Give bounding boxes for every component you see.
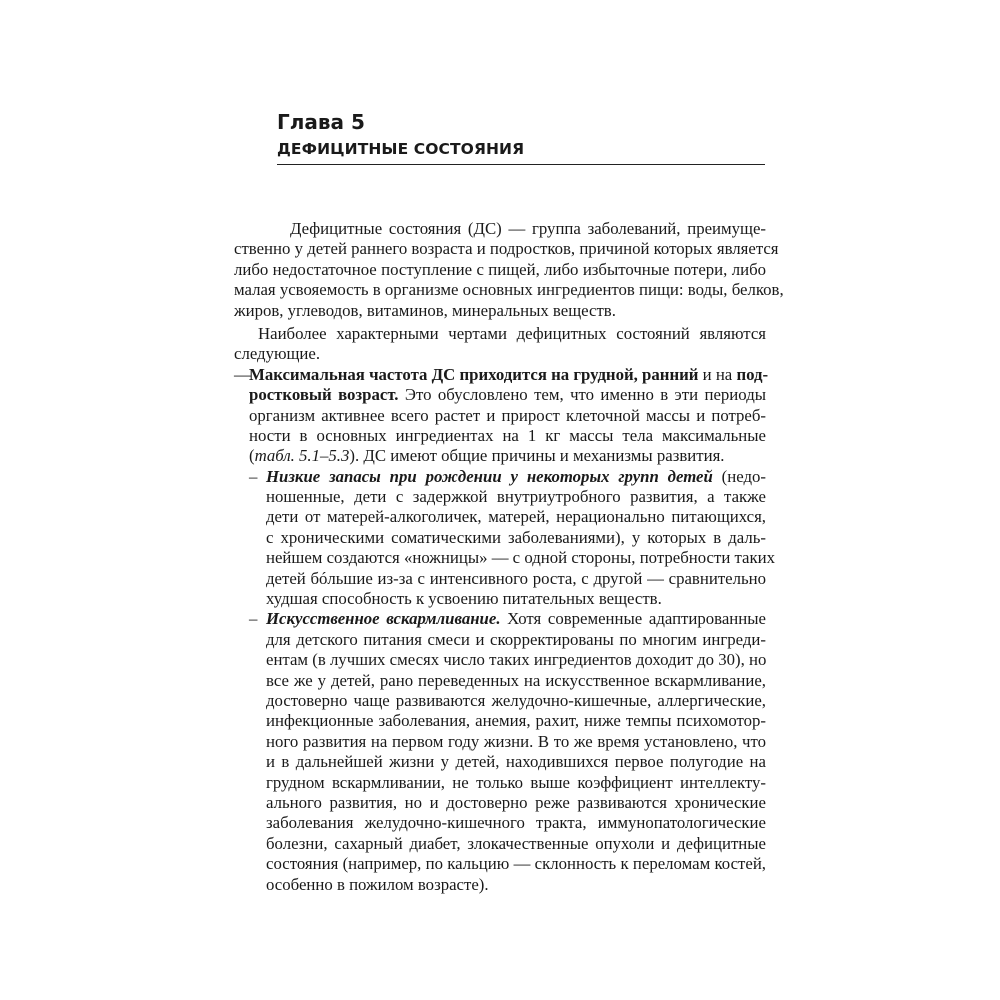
text-line: достоверно чаще развиваются желудочно-кишечные, аллергические, [266, 690, 766, 710]
text-line: болезни, сахарный диабет, злокачественные опухоли и дефицитные [266, 833, 766, 853]
text-line: ального развития, но и достоверно реже развиваются хронические [266, 792, 766, 812]
text-line: особенно в пожилом возрасте). [266, 874, 489, 894]
bold-phrase: Максимальная частота ДС приходится на грудной, ранний [249, 364, 699, 384]
text-line: заболевания желудочно-кишечного тракта, иммунопатологические [266, 813, 766, 833]
text-line: ентам (в лучших смесях число таких ингредиентов доходит до 30), но [266, 650, 767, 670]
text-line: Дефицитные состояния (ДС) — группа заболеваний, преимуще- [290, 219, 766, 238]
text-line: детей бóльшие из-за с интенсивного роста, с другой — сравнительно [266, 568, 766, 588]
table-reference: табл. 5.1–5.3 [254, 446, 350, 466]
plain-phrase: Это обусловлено тем, что именно в эти периоды [398, 385, 767, 405]
list-dash: – [249, 466, 258, 486]
text-line: ственно у детей раннего возраста и подростков, причиной которых является [234, 239, 779, 259]
text-line: для детского питания смеси и скорректированы по многим ингреди- [266, 629, 766, 649]
text-line [234, 609, 766, 629]
text-line: жиров, углеводов, витаминов, минеральных веществ. [234, 300, 616, 320]
text-line: и в дальнейшей жизни у детей, находившихся первое полугодие на [266, 752, 766, 772]
plain-phrase: (недо- [712, 466, 766, 486]
intro-paragraph [234, 219, 784, 321]
text-line: с хроническими соматическими заболеваниями), у которых в даль- [266, 527, 766, 547]
bold-phrase: под- [736, 364, 769, 384]
plain-phrase: ). ДС имеют общие причины и механизмы развития. [349, 446, 725, 466]
text-line: состояния (например, по кальцию — склонность к переломам костей, [266, 854, 766, 874]
text-line [234, 364, 769, 385]
sub-list-item [234, 609, 766, 894]
plain-phrase: и на [698, 364, 737, 384]
text-line [234, 446, 766, 466]
sub-list-item [234, 466, 776, 610]
text-line: малая усвояемость в организме основных ингредиентов пищи: воды, белков, [234, 280, 784, 300]
plain-phrase: ( [249, 446, 255, 466]
text-line: ности в основных ингредиентах на 1 кг массы тела максимальные [249, 425, 766, 445]
text-line: ношенные, дети с задержкой внутриутробного развития, а также [266, 487, 766, 507]
bold-italic-phrase: Низкие запасы при рождении у некоторых групп детей [266, 466, 713, 486]
text-line [234, 467, 766, 487]
text-line: нейшем создаются «ножницы» — с одной стороны, потребности таких [266, 548, 776, 568]
text-line: ного развития на первом году жизни. В то же время установлено, что [266, 731, 766, 751]
text-line: дети от матерей-алкоголичек, матерей, нерационально питающихся, [266, 507, 766, 527]
text-line: организм активнее всего растет и прирост клеточной массы и потреб- [249, 405, 766, 425]
text-line: грудном вскармливании, не только выше коэффициент интеллекту- [266, 772, 766, 792]
text-line: худшая способность к усвоению питательных веществ. [266, 589, 662, 609]
text-line: Наиболее характерными чертами дефицитных состояний являются [258, 323, 766, 343]
features-paragraph [234, 324, 766, 365]
header-rule [277, 164, 765, 165]
chapter-number: Глава 5 [277, 110, 365, 134]
list-dash: – [249, 609, 258, 629]
plain-phrase: Хотя современные адаптированные [500, 609, 766, 629]
text-line [234, 385, 766, 405]
text-line: следующие. [234, 344, 321, 364]
list-dash: — [234, 364, 251, 384]
text-line: все же у детей, рано переведенных на искусственное вскармливание, [266, 670, 766, 690]
chapter-body [234, 219, 784, 895]
bold-phrase: ростковый возраст. [249, 385, 399, 405]
text-line: инфекционные заболевания, анемия, рахит, ниже темпы психомотор- [266, 711, 766, 731]
list-item [234, 364, 769, 467]
text-line: либо недостаточное поступление с пищей, либо избыточные потери, либо [234, 259, 766, 279]
chapter-title: ДЕФИЦИТНЫЕ СОСТОЯНИЯ [277, 140, 525, 158]
bold-italic-phrase: Искусственное вскармливание. [266, 609, 501, 629]
